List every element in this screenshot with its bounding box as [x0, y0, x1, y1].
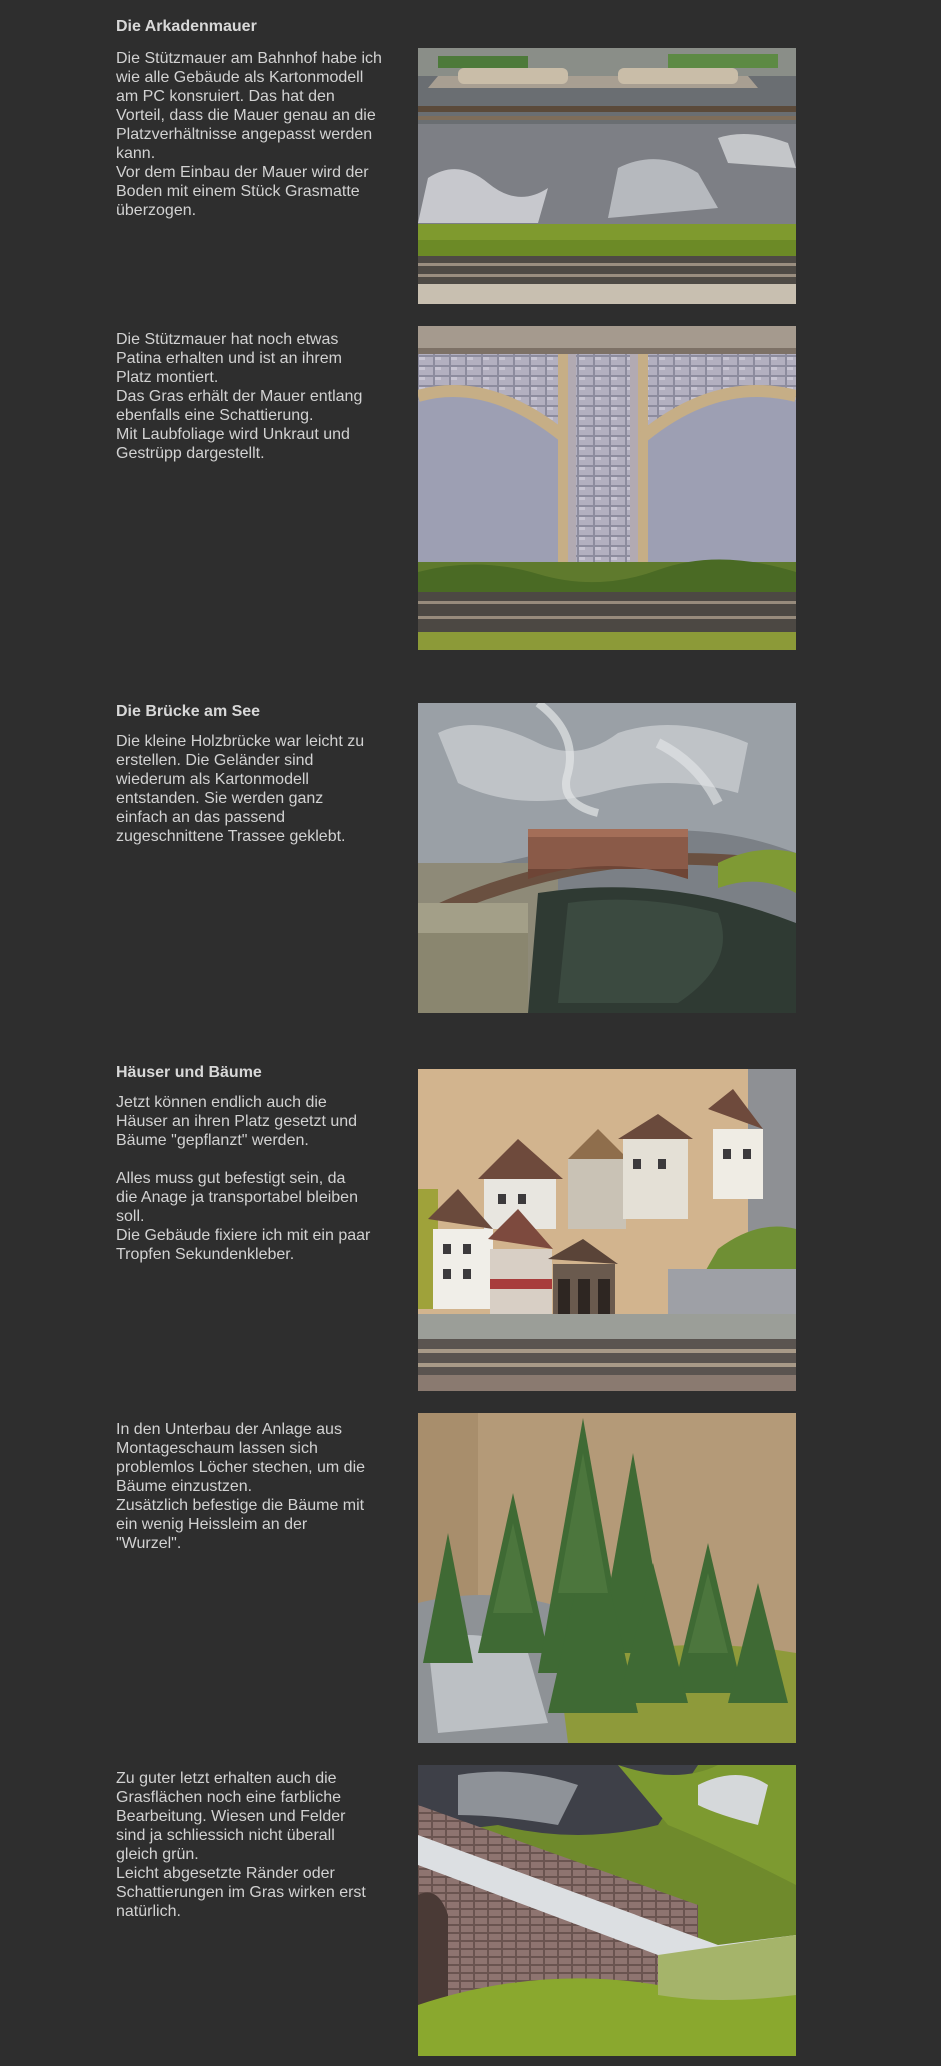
photo-grass [418, 1765, 796, 2056]
paragraph-haeuser-2: In den Unterbau der Anlage aus Montageschaum lassen sich problemlos Löcher stechen, um die Bäume einzustzen. Zusätzlich befestige die Bäume mit ein wenig Heissleim an der "Wurzel". [116, 1421, 366, 1552]
paragraph-haeuser-1: Jetzt können endlich auch die Häuser an ihren Platz gesetzt und Bäume "gepflanzt" werden. Alles muss gut befestigt sein, da die Anage ja transportabel bleiben soll. Die Gebäude fixiere ich mit ein paar Tropfen Sekundenkleber. [116, 1094, 371, 1263]
paragraph-arkadenmauer-1: Die Stützmauer am Bahnhof habe ich wie alle Gebäude als Kartonmodell am PC konsruiert. Das hat den Vorteil, dass die Mauer genau an die Platzverhältnisse angepasst werden kann. Vor dem Einbau der Mauer wird der Boden mit einem Stück Grasmatte überzogen. [116, 50, 382, 219]
section-title-arkadenmauer: Die Arkadenmauer [116, 18, 257, 35]
paragraph-bruecke: Die kleine Holzbrücke war leicht zu erstellen. Die Geländer sind wiederum als Kartonmodell entstanden. Sie werden ganz einfach an das passend zugeschnittene Trassee geklebt. [116, 733, 365, 845]
photo-trees [418, 1413, 796, 1743]
photo-houses [418, 1069, 796, 1391]
photo-arcade-wall [418, 326, 796, 650]
section-title-bruecke: Die Brücke am See [116, 703, 261, 720]
paragraph-haeuser-3: Zu guter letzt erhalten auch die Grasflächen noch eine farbliche Bearbeitung. Wiesen und Felder sind ja schliessich nicht überall gleich grün. Leicht abgesetzte Ränder oder Schattierungen im Gras wirken erst natürlich. [116, 1770, 366, 1920]
paragraph-arkadenmauer-2: Die Stützmauer hat noch etwas Patina erhalten und ist an ihrem Platz montiert. Das Gras erhält der Mauer entlang ebenfalls eine Schattierung. Mit Laubfoliage wird Unkraut und Gestrüpp dargestellt. [116, 331, 363, 462]
photo-bridge [418, 703, 796, 1013]
photo-wall-base [418, 48, 796, 304]
section-title-haeuser: Häuser und Bäume [116, 1064, 262, 1081]
